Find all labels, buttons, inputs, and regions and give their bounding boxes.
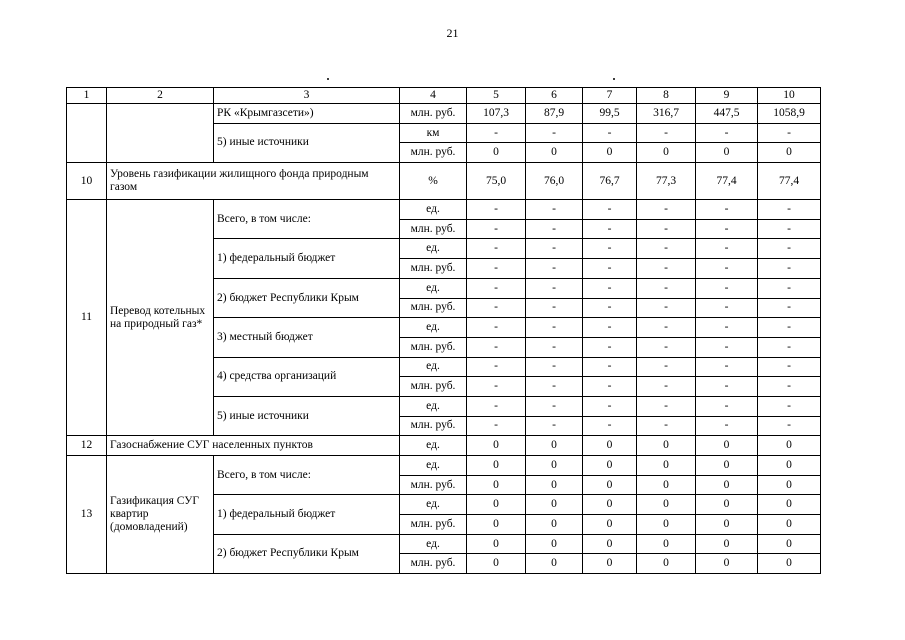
value-cell: -: [526, 396, 583, 416]
row-number-cell: 12: [67, 436, 107, 456]
value-cell: -: [526, 259, 583, 279]
value-cell: -: [526, 318, 583, 338]
table-row: [67, 104, 821, 124]
value-cell: -: [637, 337, 696, 357]
value-cell: 0: [758, 495, 821, 515]
value-cell: -: [467, 278, 526, 298]
value-cell: -: [696, 219, 758, 239]
value-cell: 0: [526, 554, 583, 574]
value-cell: 0: [637, 456, 696, 476]
value-cell: 0: [583, 495, 637, 515]
indicator-cell: Газификация СУГ квартир (домовладений): [107, 456, 214, 574]
header-cell: 2: [107, 88, 214, 104]
value-cell: 0: [758, 515, 821, 535]
unit-cell: ед.: [400, 436, 467, 456]
value-cell: -: [758, 318, 821, 338]
value-cell: 0: [696, 554, 758, 574]
value-cell: -: [696, 337, 758, 357]
value-cell: -: [696, 396, 758, 416]
value-cell: -: [583, 357, 637, 377]
value-cell: 0: [696, 456, 758, 476]
subcategory-label: РК «Крымгазсети»): [214, 104, 400, 124]
value-cell: -: [696, 259, 758, 279]
value-cell: -: [637, 259, 696, 279]
value-cell: -: [758, 219, 821, 239]
subcategory-label: 5) иные источники: [214, 123, 400, 162]
value-cell: -: [583, 416, 637, 436]
value-cell: -: [696, 200, 758, 220]
header-cell: 9: [696, 88, 758, 104]
value-cell: 0: [696, 143, 758, 163]
row-number-cell: 13: [67, 456, 107, 574]
subcategory-label: 1) федеральный бюджет: [214, 495, 400, 534]
value-cell: -: [758, 278, 821, 298]
value-cell: -: [526, 239, 583, 259]
value-cell: 76,0: [526, 163, 583, 200]
value-cell: 0: [526, 475, 583, 495]
scan-dot-right: [613, 78, 615, 80]
value-cell: 447,5: [696, 104, 758, 124]
value-cell: -: [583, 377, 637, 397]
unit-cell: ед.: [400, 200, 467, 220]
value-cell: -: [526, 337, 583, 357]
value-cell: -: [467, 396, 526, 416]
value-cell: 0: [758, 534, 821, 554]
value-cell: 0: [583, 515, 637, 535]
value-cell: -: [526, 278, 583, 298]
subcategory-label: 2) бюджет Республики Крым: [214, 278, 400, 317]
row-number-cell: 10: [67, 163, 107, 200]
unit-cell: млн. руб.: [400, 377, 467, 397]
value-cell: -: [696, 357, 758, 377]
unit-cell: ед.: [400, 495, 467, 515]
value-cell: -: [583, 239, 637, 259]
value-cell: -: [758, 357, 821, 377]
value-cell: 0: [696, 475, 758, 495]
row-number-cell: [67, 104, 107, 163]
value-cell: 76,7: [583, 163, 637, 200]
value-cell: -: [583, 318, 637, 338]
subcategory-label: 2) бюджет Республики Крым: [214, 534, 400, 573]
table-row: [67, 456, 821, 476]
value-cell: 0: [467, 475, 526, 495]
value-cell: -: [467, 318, 526, 338]
value-cell: 0: [583, 436, 637, 456]
unit-cell: млн. руб.: [400, 104, 467, 124]
value-cell: -: [467, 377, 526, 397]
value-cell: -: [467, 416, 526, 436]
value-cell: 0: [467, 534, 526, 554]
value-cell: 0: [467, 515, 526, 535]
value-cell: 0: [526, 515, 583, 535]
value-cell: -: [696, 377, 758, 397]
value-cell: -: [583, 298, 637, 318]
value-cell: 0: [637, 143, 696, 163]
unit-cell: ед.: [400, 318, 467, 338]
header-cell: 3: [214, 88, 400, 104]
value-cell: 0: [583, 554, 637, 574]
value-cell: -: [526, 416, 583, 436]
row-number-cell: 11: [67, 200, 107, 436]
value-cell: 0: [583, 475, 637, 495]
subcategory-label: 4) средства организаций: [214, 357, 400, 396]
value-cell: -: [696, 123, 758, 143]
value-cell: -: [526, 298, 583, 318]
value-cell: -: [583, 259, 637, 279]
unit-cell: млн. руб.: [400, 298, 467, 318]
unit-cell: ед.: [400, 396, 467, 416]
value-cell: -: [526, 200, 583, 220]
value-cell: -: [637, 357, 696, 377]
table-row: [67, 200, 821, 220]
value-cell: 0: [526, 436, 583, 456]
value-cell: -: [467, 357, 526, 377]
unit-cell: млн. руб.: [400, 143, 467, 163]
header-cell: 8: [637, 88, 696, 104]
value-cell: -: [696, 239, 758, 259]
value-cell: 0: [467, 554, 526, 574]
value-cell: 0: [526, 143, 583, 163]
unit-cell: ед.: [400, 278, 467, 298]
value-cell: -: [467, 123, 526, 143]
value-cell: 77,4: [758, 163, 821, 200]
subcategory-label: 3) местный бюджет: [214, 318, 400, 357]
subcategory-label: Всего, в том числе:: [214, 456, 400, 495]
value-cell: 0: [637, 534, 696, 554]
header-cell: 7: [583, 88, 637, 104]
value-cell: 107,3: [467, 104, 526, 124]
header-cell: 10: [758, 88, 821, 104]
unit-cell: %: [400, 163, 467, 200]
value-cell: -: [758, 377, 821, 397]
header-row: [67, 88, 821, 104]
indicator-cell: Газоснабжение СУГ населенных пунктов: [107, 436, 400, 456]
value-cell: -: [583, 219, 637, 239]
value-cell: 0: [583, 456, 637, 476]
value-cell: -: [758, 200, 821, 220]
value-cell: 0: [758, 456, 821, 476]
value-cell: -: [526, 219, 583, 239]
value-cell: -: [583, 337, 637, 357]
subcategory-label: Всего, в том числе:: [214, 200, 400, 239]
unit-cell: млн. руб.: [400, 259, 467, 279]
value-cell: 0: [696, 495, 758, 515]
value-cell: 0: [467, 436, 526, 456]
value-cell: -: [526, 377, 583, 397]
subcategory-label: 1) федеральный бюджет: [214, 239, 400, 278]
value-cell: -: [467, 239, 526, 259]
value-cell: 0: [467, 143, 526, 163]
value-cell: -: [758, 239, 821, 259]
value-cell: 0: [758, 475, 821, 495]
value-cell: 0: [758, 436, 821, 456]
value-cell: -: [526, 123, 583, 143]
unit-cell: ед.: [400, 456, 467, 476]
unit-cell: млн. руб.: [400, 475, 467, 495]
value-cell: 77,3: [637, 163, 696, 200]
value-cell: -: [696, 318, 758, 338]
header-cell: 5: [467, 88, 526, 104]
value-cell: -: [467, 200, 526, 220]
value-cell: 0: [637, 495, 696, 515]
value-cell: -: [637, 377, 696, 397]
value-cell: 0: [696, 515, 758, 535]
value-cell: 0: [526, 456, 583, 476]
indicator-cell: Перевод котельных на природный газ*: [107, 200, 214, 436]
table-body: [67, 88, 821, 574]
gasification-table: [66, 87, 821, 574]
value-cell: -: [758, 298, 821, 318]
unit-cell: ед.: [400, 239, 467, 259]
value-cell: 0: [637, 475, 696, 495]
unit-cell: млн. руб.: [400, 416, 467, 436]
value-cell: 87,9: [526, 104, 583, 124]
value-cell: -: [637, 298, 696, 318]
value-cell: 0: [467, 456, 526, 476]
value-cell: 0: [637, 515, 696, 535]
header-cell: 4: [400, 88, 467, 104]
value-cell: 0: [467, 495, 526, 515]
value-cell: -: [637, 219, 696, 239]
value-cell: 316,7: [637, 104, 696, 124]
value-cell: 0: [526, 534, 583, 554]
value-cell: 0: [583, 534, 637, 554]
value-cell: -: [758, 416, 821, 436]
value-cell: -: [637, 200, 696, 220]
value-cell: -: [696, 278, 758, 298]
value-cell: 75,0: [467, 163, 526, 200]
value-cell: 0: [758, 143, 821, 163]
table-row: [67, 436, 821, 456]
value-cell: -: [583, 200, 637, 220]
header-cell: 1: [67, 88, 107, 104]
value-cell: 0: [696, 436, 758, 456]
value-cell: -: [467, 219, 526, 239]
value-cell: -: [467, 259, 526, 279]
value-cell: -: [758, 259, 821, 279]
value-cell: 0: [696, 534, 758, 554]
header-cell: 6: [526, 88, 583, 104]
indicator-cell: [107, 104, 214, 163]
value-cell: -: [637, 396, 696, 416]
value-cell: -: [467, 337, 526, 357]
table-row: [67, 163, 821, 200]
value-cell: -: [526, 357, 583, 377]
value-cell: 99,5: [583, 104, 637, 124]
value-cell: 77,4: [696, 163, 758, 200]
value-cell: -: [637, 416, 696, 436]
unit-cell: ед.: [400, 534, 467, 554]
indicator-cell: Уровень газификации жилищного фонда природным газом: [107, 163, 400, 200]
value-cell: -: [583, 278, 637, 298]
value-cell: 0: [583, 143, 637, 163]
unit-cell: км: [400, 123, 467, 143]
value-cell: 0: [637, 436, 696, 456]
value-cell: 1058,9: [758, 104, 821, 124]
unit-cell: млн. руб.: [400, 515, 467, 535]
scan-dot-left: [327, 78, 329, 80]
unit-cell: млн. руб.: [400, 554, 467, 574]
unit-cell: млн. руб.: [400, 219, 467, 239]
value-cell: -: [758, 123, 821, 143]
value-cell: 0: [758, 554, 821, 574]
page-number: 21: [446, 26, 459, 40]
value-cell: 0: [526, 495, 583, 515]
value-cell: -: [467, 298, 526, 318]
value-cell: -: [637, 318, 696, 338]
value-cell: -: [696, 416, 758, 436]
value-cell: -: [637, 278, 696, 298]
unit-cell: ед.: [400, 357, 467, 377]
value-cell: -: [637, 123, 696, 143]
value-cell: -: [637, 239, 696, 259]
value-cell: -: [583, 396, 637, 416]
value-cell: -: [583, 123, 637, 143]
subcategory-label: 5) иные источники: [214, 396, 400, 435]
unit-cell: млн. руб.: [400, 337, 467, 357]
value-cell: 0: [637, 554, 696, 574]
value-cell: -: [696, 298, 758, 318]
value-cell: -: [758, 337, 821, 357]
value-cell: -: [758, 396, 821, 416]
